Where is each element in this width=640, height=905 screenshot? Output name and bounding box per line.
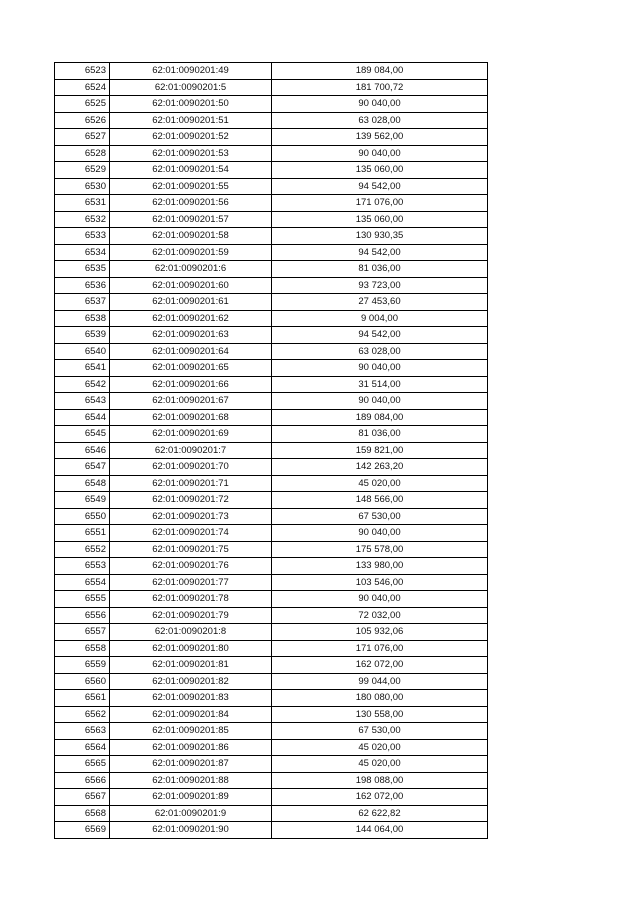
cadastral-value-cell: 105 932,06 — [272, 624, 488, 641]
cadastral-value-cell: 81 036,00 — [272, 426, 488, 443]
cadastral-value-cell: 162 072,00 — [272, 657, 488, 674]
cadastral-number-cell: 62:01:0090201:6 — [110, 261, 272, 278]
cadastral-number-cell: 62:01:0090201:90 — [110, 822, 272, 839]
row-number-cell: 6540 — [55, 343, 110, 360]
cadastral-number-cell: 62:01:0090201:72 — [110, 492, 272, 509]
row-number-cell: 6543 — [55, 393, 110, 410]
table-row — [55, 310, 488, 327]
table-row — [55, 211, 488, 228]
row-number-cell: 6553 — [55, 558, 110, 575]
cadastral-value-cell: 72 032,00 — [272, 607, 488, 624]
table-row — [55, 294, 488, 311]
table-row — [55, 756, 488, 773]
cadastral-number-cell: 62:01:0090201:55 — [110, 178, 272, 195]
cadastral-value-cell: 130 930,35 — [272, 228, 488, 245]
row-number-cell: 6566 — [55, 772, 110, 789]
cadastral-value-cell: 45 020,00 — [272, 756, 488, 773]
row-number-cell: 6526 — [55, 112, 110, 129]
row-number-cell: 6557 — [55, 624, 110, 641]
table-row — [55, 195, 488, 212]
cadastral-value-cell: 90 040,00 — [272, 393, 488, 410]
document-page — [54, 62, 488, 839]
row-number-cell: 6545 — [55, 426, 110, 443]
table-row — [55, 475, 488, 492]
row-number-cell: 6554 — [55, 574, 110, 591]
cadastral-value-cell: 9 004,00 — [272, 310, 488, 327]
cadastral-value-cell: 90 040,00 — [272, 591, 488, 608]
cadastral-value-cell: 175 578,00 — [272, 541, 488, 558]
row-number-cell: 6567 — [55, 789, 110, 806]
table-row — [55, 706, 488, 723]
cadastral-value-cell: 67 530,00 — [272, 508, 488, 525]
cadastral-value-cell: 135 060,00 — [272, 211, 488, 228]
table-row — [55, 739, 488, 756]
cadastral-number-cell: 62:01:0090201:9 — [110, 805, 272, 822]
cadastral-value-cell: 171 076,00 — [272, 640, 488, 657]
table-row — [55, 79, 488, 96]
row-number-cell: 6534 — [55, 244, 110, 261]
cadastral-number-cell: 62:01:0090201:78 — [110, 591, 272, 608]
cadastral-number-cell: 62:01:0090201:54 — [110, 162, 272, 179]
cadastral-number-cell: 62:01:0090201:51 — [110, 112, 272, 129]
row-number-cell: 6548 — [55, 475, 110, 492]
row-number-cell: 6529 — [55, 162, 110, 179]
cadastral-value-cell: 90 040,00 — [272, 145, 488, 162]
cadastral-number-cell: 62:01:0090201:88 — [110, 772, 272, 789]
cadastral-value-cell: 90 040,00 — [272, 96, 488, 113]
table-row — [55, 145, 488, 162]
cadastral-value-cell: 159 821,00 — [272, 442, 488, 459]
cadastral-value-table — [54, 62, 488, 839]
row-number-cell: 6549 — [55, 492, 110, 509]
row-number-cell: 6524 — [55, 79, 110, 96]
table-row — [55, 525, 488, 542]
table-row — [55, 673, 488, 690]
row-number-cell: 6555 — [55, 591, 110, 608]
table-row — [55, 112, 488, 129]
table-row — [55, 393, 488, 410]
table-row — [55, 162, 488, 179]
cadastral-number-cell: 62:01:0090201:57 — [110, 211, 272, 228]
row-number-cell: 6544 — [55, 409, 110, 426]
table-row — [55, 228, 488, 245]
row-number-cell: 6527 — [55, 129, 110, 146]
cadastral-number-cell: 62:01:0090201:76 — [110, 558, 272, 575]
cadastral-value-cell: 27 453,60 — [272, 294, 488, 311]
row-number-cell: 6561 — [55, 690, 110, 707]
row-number-cell: 6533 — [55, 228, 110, 245]
cadastral-number-cell: 62:01:0090201:77 — [110, 574, 272, 591]
cadastral-value-cell: 31 514,00 — [272, 376, 488, 393]
table-row — [55, 657, 488, 674]
table-row — [55, 178, 488, 195]
cadastral-value-cell: 93 723,00 — [272, 277, 488, 294]
cadastral-number-cell: 62:01:0090201:7 — [110, 442, 272, 459]
cadastral-number-cell: 62:01:0090201:75 — [110, 541, 272, 558]
row-number-cell: 6539 — [55, 327, 110, 344]
table-row — [55, 640, 488, 657]
row-number-cell: 6525 — [55, 96, 110, 113]
table-row — [55, 772, 488, 789]
cadastral-value-cell: 45 020,00 — [272, 475, 488, 492]
row-number-cell: 6541 — [55, 360, 110, 377]
row-number-cell: 6563 — [55, 723, 110, 740]
cadastral-number-cell: 62:01:0090201:68 — [110, 409, 272, 426]
cadastral-value-cell: 90 040,00 — [272, 360, 488, 377]
table-row — [55, 442, 488, 459]
table-row — [55, 558, 488, 575]
row-number-cell: 6538 — [55, 310, 110, 327]
cadastral-value-cell: 81 036,00 — [272, 261, 488, 278]
table-row — [55, 129, 488, 146]
cadastral-value-cell: 171 076,00 — [272, 195, 488, 212]
cadastral-value-cell: 189 084,00 — [272, 409, 488, 426]
cadastral-value-cell: 63 028,00 — [272, 112, 488, 129]
table-row — [55, 327, 488, 344]
cadastral-value-cell: 144 064,00 — [272, 822, 488, 839]
cadastral-number-cell: 62:01:0090201:83 — [110, 690, 272, 707]
cadastral-number-cell: 62:01:0090201:65 — [110, 360, 272, 377]
table-row — [55, 459, 488, 476]
row-number-cell: 6528 — [55, 145, 110, 162]
table-row — [55, 822, 488, 839]
row-number-cell: 6530 — [55, 178, 110, 195]
row-number-cell: 6556 — [55, 607, 110, 624]
cadastral-value-cell: 94 542,00 — [272, 244, 488, 261]
row-number-cell: 6523 — [55, 63, 110, 80]
table-row — [55, 244, 488, 261]
table-body — [55, 63, 488, 839]
cadastral-number-cell: 62:01:0090201:87 — [110, 756, 272, 773]
table-row — [55, 261, 488, 278]
row-number-cell: 6536 — [55, 277, 110, 294]
cadastral-number-cell: 62:01:0090201:67 — [110, 393, 272, 410]
cadastral-number-cell: 62:01:0090201:62 — [110, 310, 272, 327]
cadastral-number-cell: 62:01:0090201:60 — [110, 277, 272, 294]
table-row — [55, 591, 488, 608]
cadastral-value-cell: 189 084,00 — [272, 63, 488, 80]
table-row — [55, 574, 488, 591]
cadastral-value-cell: 90 040,00 — [272, 525, 488, 542]
row-number-cell: 6532 — [55, 211, 110, 228]
cadastral-value-cell: 180 080,00 — [272, 690, 488, 707]
table-row — [55, 96, 488, 113]
row-number-cell: 6550 — [55, 508, 110, 525]
cadastral-value-cell: 198 088,00 — [272, 772, 488, 789]
row-number-cell: 6558 — [55, 640, 110, 657]
cadastral-number-cell: 62:01:0090201:84 — [110, 706, 272, 723]
cadastral-number-cell: 62:01:0090201:52 — [110, 129, 272, 146]
table-row — [55, 690, 488, 707]
cadastral-value-cell: 103 546,00 — [272, 574, 488, 591]
row-number-cell: 6542 — [55, 376, 110, 393]
row-number-cell: 6564 — [55, 739, 110, 756]
cadastral-value-cell: 99 044,00 — [272, 673, 488, 690]
table-row — [55, 789, 488, 806]
table-row — [55, 508, 488, 525]
table-row — [55, 63, 488, 80]
cadastral-number-cell: 62:01:0090201:8 — [110, 624, 272, 641]
cadastral-number-cell: 62:01:0090201:71 — [110, 475, 272, 492]
cadastral-value-cell: 94 542,00 — [272, 178, 488, 195]
cadastral-number-cell: 62:01:0090201:89 — [110, 789, 272, 806]
table-row — [55, 426, 488, 443]
cadastral-number-cell: 62:01:0090201:86 — [110, 739, 272, 756]
cadastral-number-cell: 62:01:0090201:59 — [110, 244, 272, 261]
table-row — [55, 343, 488, 360]
cadastral-number-cell: 62:01:0090201:74 — [110, 525, 272, 542]
table-row — [55, 376, 488, 393]
row-number-cell: 6546 — [55, 442, 110, 459]
table-row — [55, 492, 488, 509]
cadastral-value-cell: 63 028,00 — [272, 343, 488, 360]
row-number-cell: 6535 — [55, 261, 110, 278]
table-row — [55, 541, 488, 558]
row-number-cell: 6569 — [55, 822, 110, 839]
cadastral-number-cell: 62:01:0090201:56 — [110, 195, 272, 212]
cadastral-number-cell: 62:01:0090201:53 — [110, 145, 272, 162]
cadastral-number-cell: 62:01:0090201:5 — [110, 79, 272, 96]
table-row — [55, 723, 488, 740]
cadastral-number-cell: 62:01:0090201:66 — [110, 376, 272, 393]
cadastral-number-cell: 62:01:0090201:63 — [110, 327, 272, 344]
cadastral-number-cell: 62:01:0090201:61 — [110, 294, 272, 311]
cadastral-number-cell: 62:01:0090201:49 — [110, 63, 272, 80]
row-number-cell: 6562 — [55, 706, 110, 723]
cadastral-number-cell: 62:01:0090201:64 — [110, 343, 272, 360]
cadastral-value-cell: 142 263,20 — [272, 459, 488, 476]
cadastral-number-cell: 62:01:0090201:85 — [110, 723, 272, 740]
cadastral-number-cell: 62:01:0090201:82 — [110, 673, 272, 690]
cadastral-value-cell: 94 542,00 — [272, 327, 488, 344]
cadastral-number-cell: 62:01:0090201:80 — [110, 640, 272, 657]
table-row — [55, 607, 488, 624]
table-row — [55, 624, 488, 641]
row-number-cell: 6560 — [55, 673, 110, 690]
cadastral-number-cell: 62:01:0090201:70 — [110, 459, 272, 476]
cadastral-value-cell: 162 072,00 — [272, 789, 488, 806]
cadastral-value-cell: 62 622,82 — [272, 805, 488, 822]
cadastral-value-cell: 135 060,00 — [272, 162, 488, 179]
cadastral-value-cell: 130 558,00 — [272, 706, 488, 723]
table-row — [55, 805, 488, 822]
cadastral-number-cell: 62:01:0090201:50 — [110, 96, 272, 113]
row-number-cell: 6552 — [55, 541, 110, 558]
row-number-cell: 6559 — [55, 657, 110, 674]
cadastral-value-cell: 148 566,00 — [272, 492, 488, 509]
table-row — [55, 277, 488, 294]
row-number-cell: 6537 — [55, 294, 110, 311]
cadastral-value-cell: 133 980,00 — [272, 558, 488, 575]
table-row — [55, 360, 488, 377]
cadastral-number-cell: 62:01:0090201:81 — [110, 657, 272, 674]
row-number-cell: 6547 — [55, 459, 110, 476]
cadastral-value-cell: 67 530,00 — [272, 723, 488, 740]
table-row — [55, 409, 488, 426]
cadastral-value-cell: 139 562,00 — [272, 129, 488, 146]
cadastral-number-cell: 62:01:0090201:58 — [110, 228, 272, 245]
cadastral-number-cell: 62:01:0090201:73 — [110, 508, 272, 525]
row-number-cell: 6565 — [55, 756, 110, 773]
cadastral-value-cell: 181 700,72 — [272, 79, 488, 96]
row-number-cell: 6531 — [55, 195, 110, 212]
cadastral-value-cell: 45 020,00 — [272, 739, 488, 756]
cadastral-number-cell: 62:01:0090201:69 — [110, 426, 272, 443]
cadastral-number-cell: 62:01:0090201:79 — [110, 607, 272, 624]
row-number-cell: 6551 — [55, 525, 110, 542]
row-number-cell: 6568 — [55, 805, 110, 822]
